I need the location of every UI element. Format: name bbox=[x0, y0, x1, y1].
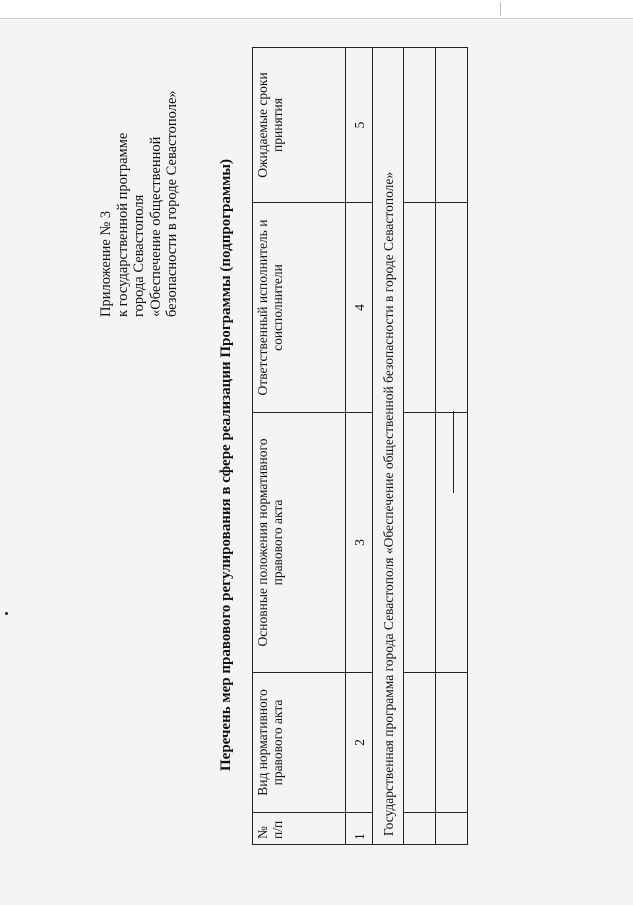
appendix-line: безопасности в городе Севастополе» bbox=[164, 90, 180, 317]
table-cell bbox=[436, 813, 468, 845]
header-main-provisions: Основные положения нормативного правового акта bbox=[253, 413, 346, 673]
header-responsible: Ответственный исполнитель и соисполнители bbox=[253, 203, 346, 413]
table-cell bbox=[436, 673, 468, 813]
appendix-line: города Севастополя bbox=[131, 194, 147, 317]
table-cell bbox=[404, 48, 436, 203]
program-name-cell: Государственная программа города Севастополя «Обеспечение общественной безопасности в городе Севастополе» bbox=[373, 48, 404, 845]
closing-rule bbox=[453, 411, 454, 493]
document-title: Перечень мер правового регулирования в сфере реализации Программы (подпрограммы) bbox=[218, 159, 234, 771]
table-cell bbox=[436, 48, 468, 203]
scan-speck bbox=[5, 612, 8, 615]
appendix-header bbox=[98, 57, 181, 317]
table-cell bbox=[404, 203, 436, 413]
table-row bbox=[404, 48, 436, 845]
appendix-line: к государственной программе bbox=[114, 132, 131, 317]
table-header-row bbox=[253, 48, 346, 845]
column-number: 3 bbox=[346, 413, 373, 673]
column-number: 4 bbox=[346, 203, 373, 413]
column-number-row bbox=[346, 48, 373, 845]
table-cell bbox=[404, 673, 436, 813]
table-cell bbox=[436, 413, 468, 673]
header-expected-dates: Ожидаемые сроки принятия bbox=[253, 48, 346, 203]
table-row bbox=[436, 48, 468, 845]
column-number: 5 bbox=[346, 48, 373, 203]
header-number: № п/п bbox=[253, 813, 346, 845]
measures-table bbox=[252, 47, 468, 845]
table-cell bbox=[404, 413, 436, 673]
appendix-line: Приложение № 3 bbox=[98, 210, 114, 317]
program-row bbox=[373, 48, 404, 845]
table-cell bbox=[436, 203, 468, 413]
header-act-type: Вид нормативного правового акта bbox=[253, 673, 346, 813]
column-number: 1 bbox=[346, 813, 373, 845]
table-cell bbox=[404, 813, 436, 845]
appendix-line: «Обеспечение общественной bbox=[147, 136, 164, 317]
column-number: 2 bbox=[346, 673, 373, 813]
